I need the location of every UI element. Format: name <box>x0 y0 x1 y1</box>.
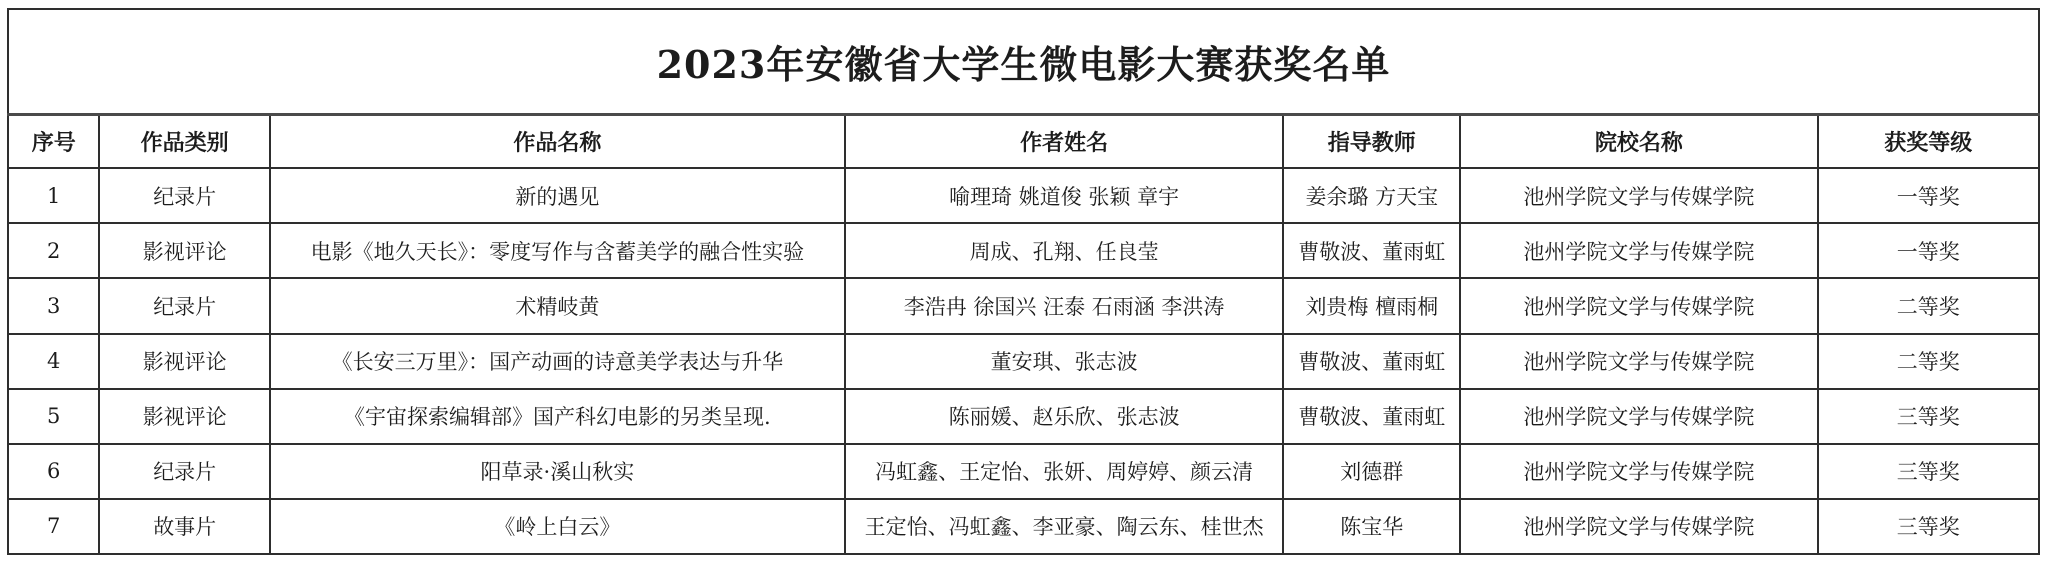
cell-category: 故事片 <box>99 499 270 554</box>
cell-award-level: 三等奖 <box>1818 444 2039 499</box>
cell-category: 纪录片 <box>99 278 270 333</box>
cell-award-level: 三等奖 <box>1818 499 2039 554</box>
cell-work-title: 新的遇见 <box>270 168 845 223</box>
cell-advisors: 曹敬波、董雨虹 <box>1283 389 1460 444</box>
title-row <box>8 9 2039 115</box>
cell-category: 影视评论 <box>99 223 270 278</box>
cell-institution: 池州学院文学与传媒学院 <box>1460 278 1817 333</box>
cell-authors: 周成、孔翔、任良莹 <box>845 223 1284 278</box>
cell-award-level: 三等奖 <box>1818 389 2039 444</box>
cell-category: 影视评论 <box>99 334 270 389</box>
cell-index: 7 <box>8 499 99 554</box>
cell-institution: 池州学院文学与传媒学院 <box>1460 389 1817 444</box>
cell-institution: 池州学院文学与传媒学院 <box>1460 444 1817 499</box>
table-row <box>8 168 2039 223</box>
cell-work-title: 术精岐黄 <box>270 278 845 333</box>
cell-index: 6 <box>8 444 99 499</box>
cell-index: 5 <box>8 389 99 444</box>
cell-institution: 池州学院文学与传媒学院 <box>1460 499 1817 554</box>
cell-index: 1 <box>8 168 99 223</box>
cell-advisors: 曹敬波、董雨虹 <box>1283 334 1460 389</box>
table-row <box>8 389 2039 444</box>
column-header-award-level: 获奖等级 <box>1818 115 2039 169</box>
cell-award-level: 二等奖 <box>1818 334 2039 389</box>
cell-advisors: 曹敬波、董雨虹 <box>1283 223 1460 278</box>
table-row <box>8 499 2039 554</box>
cell-index: 4 <box>8 334 99 389</box>
table-row <box>8 444 2039 499</box>
cell-work-title: 《长安三万里》：国产动画的诗意美学表达与升华 <box>270 334 845 389</box>
table-row <box>8 223 2039 278</box>
table-header-row <box>8 115 2039 169</box>
cell-work-title: 阳草录·溪山秋实 <box>270 444 845 499</box>
cell-award-level: 一等奖 <box>1818 168 2039 223</box>
cell-work-title: 电影《地久天长》：零度写作与含蓄美学的融合性实验 <box>270 223 845 278</box>
cell-award-level: 一等奖 <box>1818 223 2039 278</box>
cell-institution: 池州学院文学与传媒学院 <box>1460 168 1817 223</box>
column-header-authors: 作者姓名 <box>845 115 1284 169</box>
award-table <box>7 8 2040 555</box>
column-header-work-title: 作品名称 <box>270 115 845 169</box>
column-header-advisors: 指导教师 <box>1283 115 1460 169</box>
column-header-institution: 院校名称 <box>1460 115 1817 169</box>
table-row <box>8 278 2039 333</box>
cell-category: 纪录片 <box>99 168 270 223</box>
column-header-index: 序号 <box>8 115 99 169</box>
cell-authors: 喻理琦 姚道俊 张颖 章宇 <box>845 168 1284 223</box>
cell-work-title: 《宇宙探索编辑部》国产科幻电影的另类呈现. <box>270 389 845 444</box>
cell-category: 影视评论 <box>99 389 270 444</box>
cell-category: 纪录片 <box>99 444 270 499</box>
cell-authors: 王定怡、冯虹鑫、李亚豪、陶云东、桂世杰 <box>845 499 1284 554</box>
cell-advisors: 刘德群 <box>1283 444 1460 499</box>
cell-authors: 冯虹鑫、王定怡、张妍、周婷婷、颜云清 <box>845 444 1284 499</box>
cell-advisors: 陈宝华 <box>1283 499 1460 554</box>
cell-work-title: 《岭上白云》 <box>270 499 845 554</box>
cell-authors: 李浩冉 徐国兴 汪泰 石雨涵 李洪涛 <box>845 278 1284 333</box>
cell-institution: 池州学院文学与传媒学院 <box>1460 334 1817 389</box>
cell-index: 3 <box>8 278 99 333</box>
page-title: 2023年安徽省大学生微电影大赛获奖名单 <box>8 9 2039 115</box>
cell-index: 2 <box>8 223 99 278</box>
cell-award-level: 二等奖 <box>1818 278 2039 333</box>
cell-advisors: 姜余璐 方天宝 <box>1283 168 1460 223</box>
column-header-category: 作品类别 <box>99 115 270 169</box>
cell-institution: 池州学院文学与传媒学院 <box>1460 223 1817 278</box>
cell-advisors: 刘贵梅 檀雨桐 <box>1283 278 1460 333</box>
table-row <box>8 334 2039 389</box>
cell-authors: 董安琪、张志波 <box>845 334 1284 389</box>
cell-authors: 陈丽媛、赵乐欣、张志波 <box>845 389 1284 444</box>
award-table-sheet <box>7 8 2040 555</box>
